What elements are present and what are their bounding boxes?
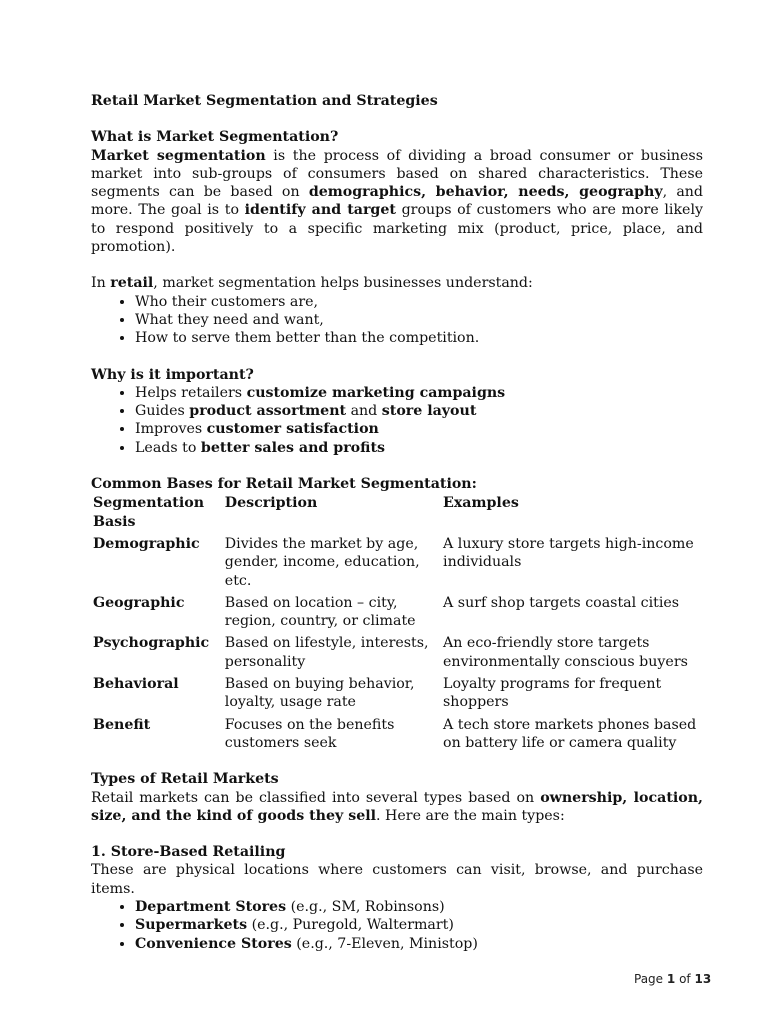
segmentation-table	[91, 494, 705, 756]
column-header: Examples	[443, 495, 519, 512]
what-heading: What is Market Segmentation?	[91, 129, 339, 146]
list-item: • Who their customers are,	[135, 293, 703, 311]
why-list	[91, 384, 703, 457]
column-header: Segmentation Basis	[93, 495, 205, 530]
definition-paragraph: Market segmentation is the process of dividing a broad consumer or business market into sub-groups of consumers based on shared characteristics. These segments can be based on demographics, behavior, needs, geography, and more. The goal is to identify and target groups of customers who are more likely to respond positively to a specific marketing mix (product, price, place, and promotion).	[91, 147, 703, 256]
list-item: • Department Stores (e.g., SM, Robinsons)	[135, 898, 703, 916]
why-heading: Why is it important?	[91, 366, 254, 383]
bases-heading: Common Bases for Retail Market Segmentation:	[91, 476, 477, 493]
list-item: • Leads to better sales and profits	[135, 439, 703, 457]
document-title: Retail Market Segmentation and Strategies	[91, 93, 438, 109]
store-heading: 1. Store-Based Retailing	[91, 844, 286, 861]
page-total: 13	[694, 972, 712, 986]
store-paragraph: These are physical locations where customers can visit, browse, and purchase items.	[91, 862, 703, 897]
page-number: 1	[666, 972, 676, 986]
types-heading: Types of Retail Markets	[91, 771, 279, 788]
table-row: Geographic Based on location – city, region, country, or climate A surf shop targets coastal cities	[93, 594, 680, 630]
types-paragraph: Retail markets can be classified into several types based on ownership, location, size, and the kind of goods they sell. Here are the main types:	[91, 789, 704, 824]
retail-paragraph: In retail, market segmentation helps businesses understand:	[91, 275, 533, 292]
table-header-row	[91, 494, 705, 535]
list-item: • Helps retailers customize marketing campaigns	[135, 384, 703, 402]
table-row: Psychographic Based on lifestyle, interests, personality An eco-friendly store targets environmentally conscious buyers	[93, 635, 688, 670]
store-list	[91, 898, 703, 953]
understand-list	[91, 293, 703, 348]
document-page	[91, 92, 703, 953]
list-item: • Guides product assortment and store layout	[135, 402, 703, 420]
list-item: • How to serve them better than the competition.	[135, 329, 703, 347]
table-row: Demographic Divides the market by age, gender, income, education, etc. A luxury store targets high-income individuals	[93, 535, 694, 589]
list-item: • What they need and want,	[135, 311, 703, 329]
list-item: • Convenience Stores (e.g., 7-Eleven, Ministop)	[135, 935, 703, 953]
table-row: Behavioral Based on buying behavior, loyalty, usage rate Loyalty programs for frequent shoppers	[93, 676, 662, 711]
page-footer: Page 1 of 13	[634, 972, 712, 986]
column-header: Description	[224, 495, 318, 512]
list-item: • Improves customer satisfaction	[135, 420, 703, 438]
list-item: • Supermarkets (e.g., Puregold, Waltermart)	[135, 916, 703, 934]
bold-term: Market segmentation	[91, 147, 266, 164]
table-row: Benefit Focuses on the benefits customers seek A tech store markets phones based on battery life or camera quality	[93, 716, 697, 751]
